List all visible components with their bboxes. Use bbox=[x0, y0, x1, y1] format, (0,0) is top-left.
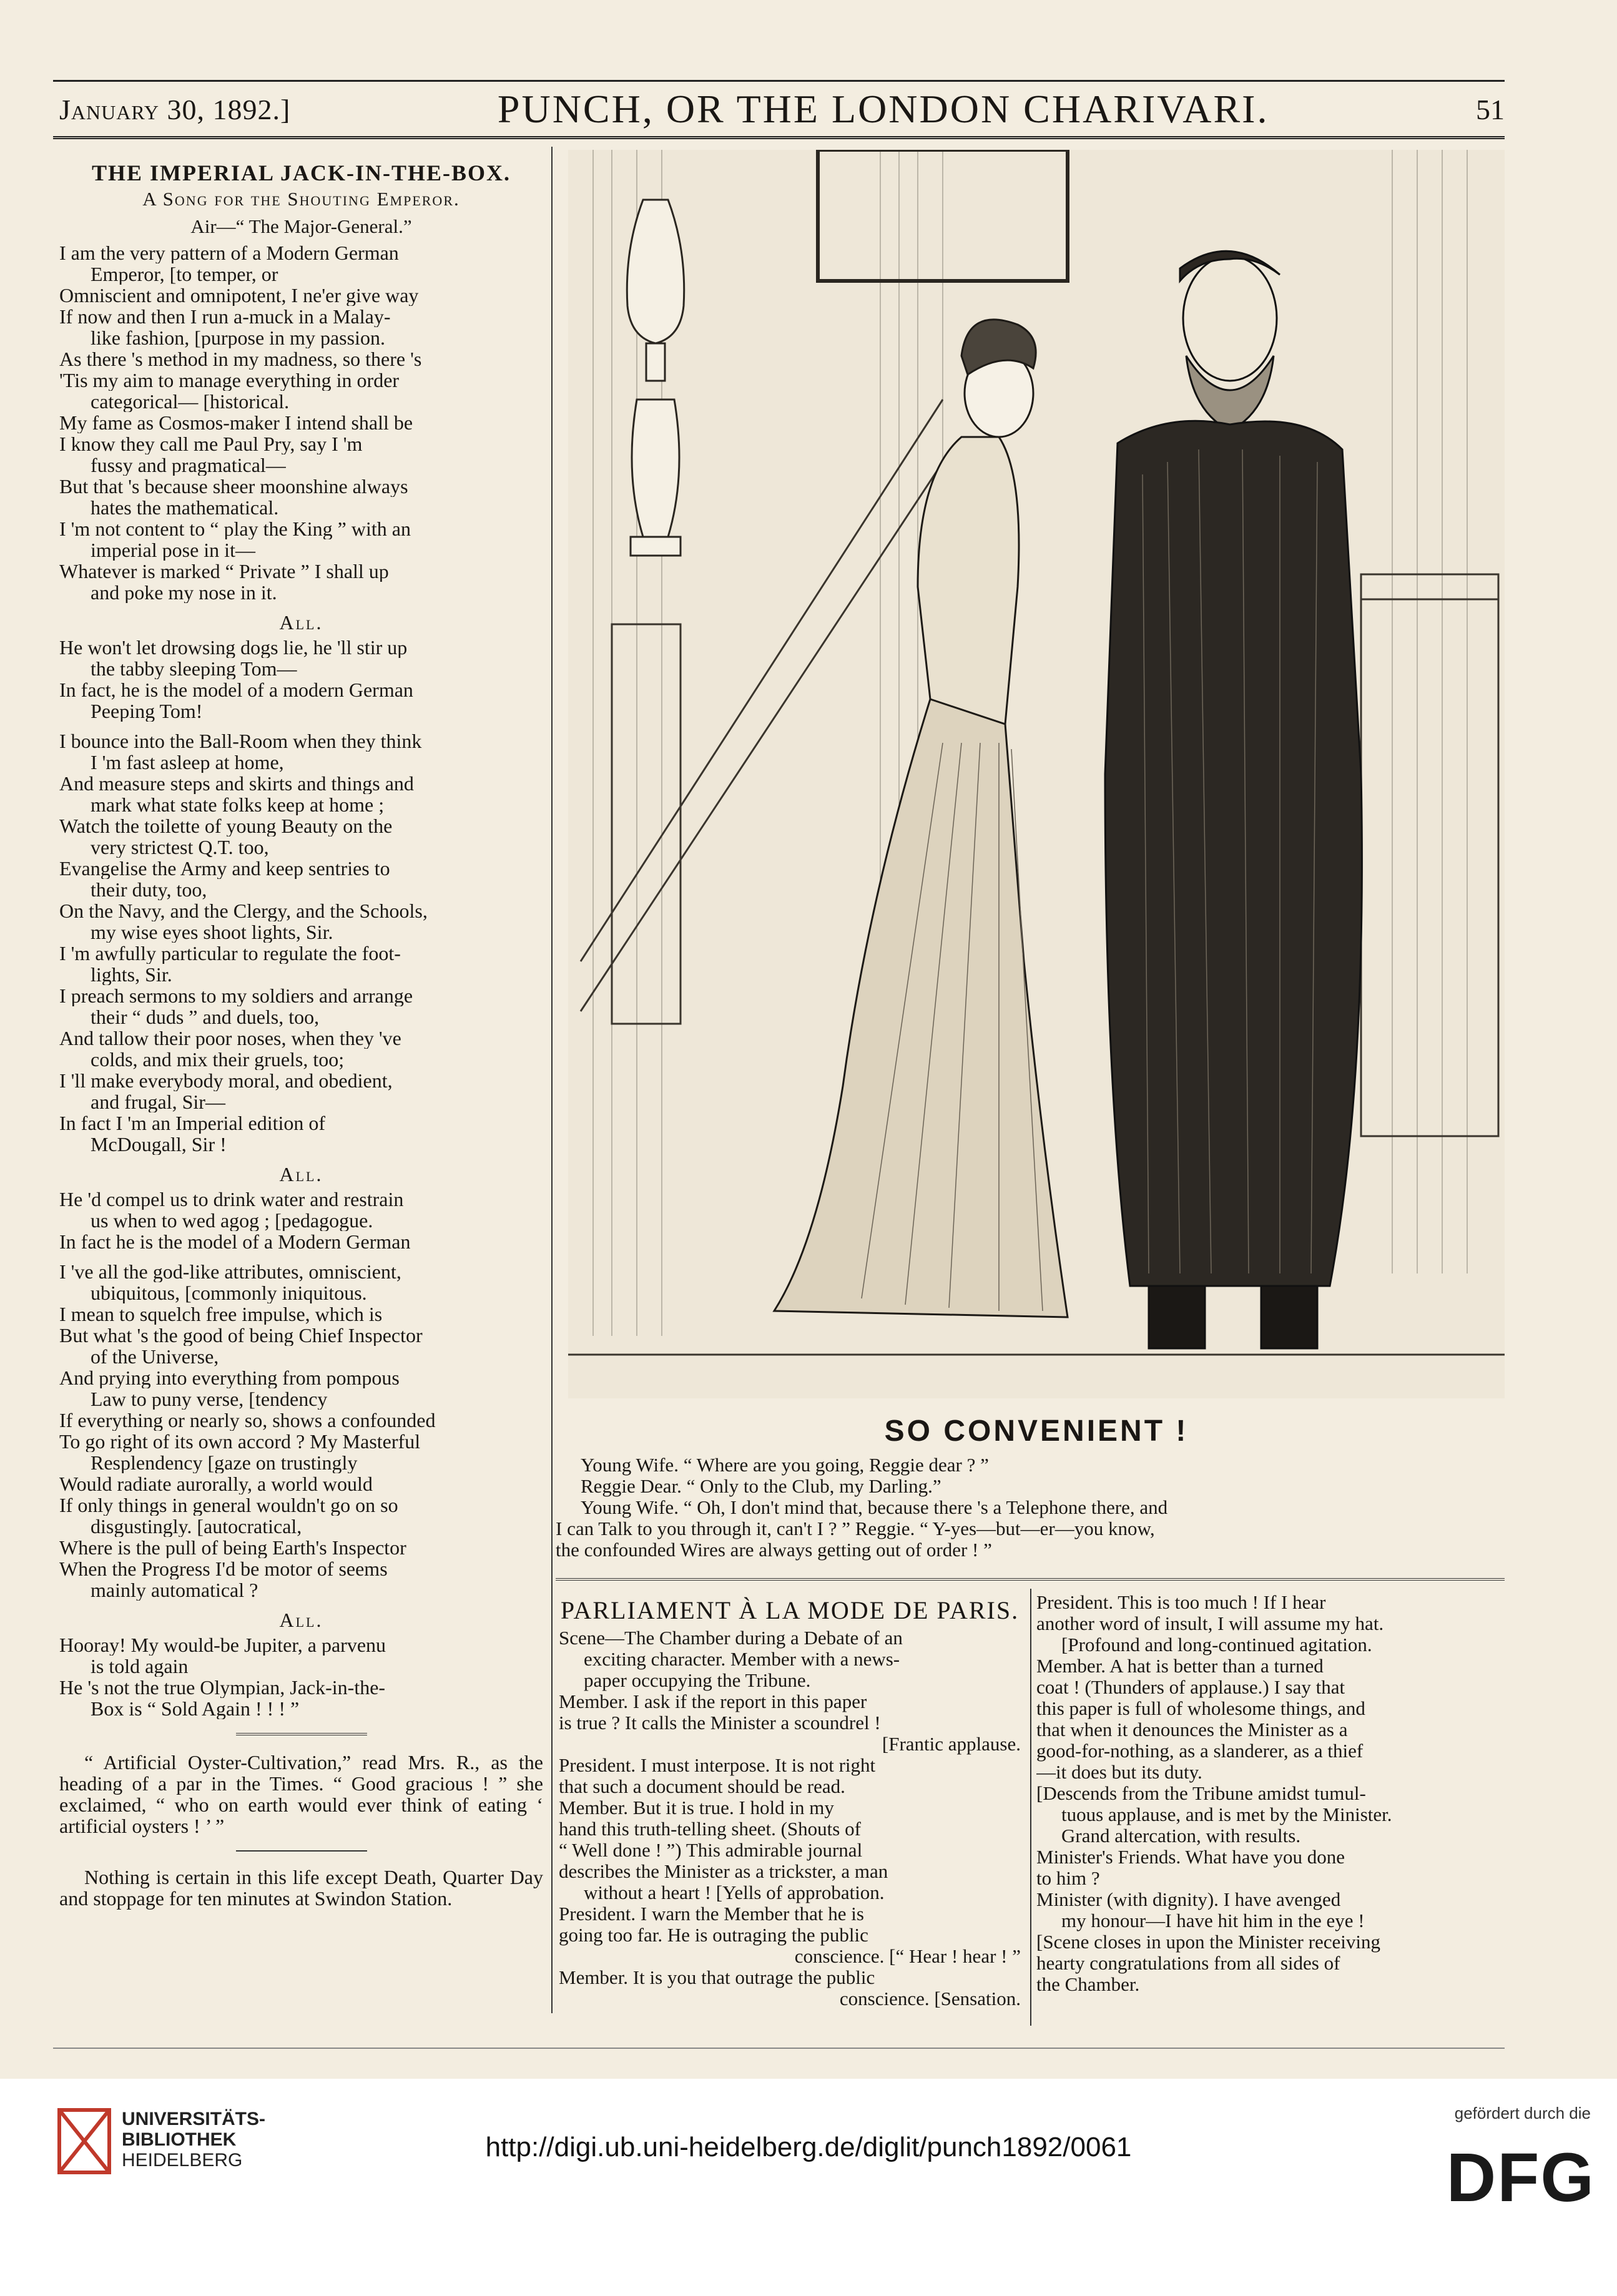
verse-line: Resplendency [gaze on trustingly bbox=[91, 1452, 358, 1473]
poem-stanza bbox=[59, 1261, 543, 1601]
uni-line: BIBLIOTHEK bbox=[122, 2129, 237, 2150]
chorus-label: All. bbox=[279, 611, 323, 634]
verse-line: I preach sermons to my soldiers and arrange bbox=[59, 985, 413, 1006]
verse-line: Law to puny verse, [tendency bbox=[91, 1388, 328, 1410]
page-bottom-rule bbox=[53, 2048, 1505, 2049]
parliament-line: Member. It is you that outrage the public bbox=[559, 1967, 875, 1988]
verse-line: Evangelise the Army and keep sentries to bbox=[59, 858, 390, 879]
source-url-link[interactable]: http://digi.ub.uni-heidelberg.de/diglit/punch1892/0061 bbox=[485, 2132, 1132, 2162]
dfg-logo: DFG bbox=[1446, 2139, 1595, 2216]
verse-line: In fact, he is the model of a modern German bbox=[59, 679, 413, 700]
header-page-number: 51 bbox=[1475, 93, 1505, 125]
verse-line: Whatever is marked “ Private ” I shall up bbox=[59, 561, 389, 582]
section-rule bbox=[236, 1733, 367, 1735]
caption-line: the confounded Wires are always getting out of order ! ” bbox=[556, 1539, 992, 1561]
cartoon-illustration bbox=[568, 150, 1505, 1398]
parliament-line: exciting character. Member with a news- bbox=[584, 1649, 900, 1670]
verse-line: is told again bbox=[91, 1656, 189, 1677]
parliament-line: going too far. He is outraging the public bbox=[559, 1925, 868, 1946]
poem-chorus bbox=[59, 1634, 543, 1719]
verse-line: If only things in general wouldn't go on so bbox=[59, 1494, 398, 1516]
verse-line: Hooray! My would-be Jupiter, a parvenu bbox=[59, 1634, 386, 1656]
poem-column bbox=[59, 156, 543, 2016]
verse-line: Where is the pull of being Earth's Inspector bbox=[59, 1537, 406, 1558]
verse-line: And tallow their poor noses, when they 've bbox=[59, 1028, 401, 1049]
verse-line: And measure steps and skirts and things and bbox=[59, 773, 414, 794]
verse-line: And prying into everything from pompous bbox=[59, 1367, 400, 1388]
parliament-line: “ Well done ! ”) This admirable journal bbox=[559, 1840, 863, 1861]
verse-line: He 's not the true Olympian, Jack-in-the- bbox=[59, 1677, 386, 1698]
parliament-line: that such a document should be read. bbox=[559, 1776, 845, 1797]
caption-rule bbox=[556, 1578, 1505, 1581]
verse-line: I know they call me Paul Pry, say I 'm bbox=[59, 433, 363, 454]
verse-line: Box is “ Sold Again ! ! ! ” bbox=[91, 1698, 300, 1719]
verse-line: like fashion, [purpose in my passion. bbox=[91, 327, 385, 348]
verse-line: But that 's because sheer moonshine always bbox=[59, 476, 408, 497]
header-title: PUNCH, OR THE LONDON CHARIVARI. bbox=[497, 87, 1269, 131]
verse-line: If everything or nearly so, shows a confounded bbox=[59, 1410, 436, 1431]
verse-line: I 'll make everybody moral, and obedient, bbox=[59, 1070, 393, 1091]
verse-line: I 'm awfully particular to regulate the foot- bbox=[59, 943, 401, 964]
verse-line: But what 's the good of being Chief Inspector bbox=[59, 1325, 423, 1346]
header-double-rule bbox=[53, 136, 1505, 139]
parliament-line: good-for-nothing, as a slanderer, as a thief bbox=[1036, 1740, 1364, 1762]
verse-line: and frugal, Sir— bbox=[91, 1091, 225, 1112]
parliament-line: to him ? bbox=[1036, 1868, 1100, 1889]
parliament-line: [Frantic applause. bbox=[882, 1734, 1021, 1755]
parliament-line: [Scene closes in upon the Minister receiving bbox=[1036, 1931, 1380, 1953]
verse-line: He 'd compel us to drink water and restrain bbox=[59, 1189, 404, 1210]
parliament-column-2 bbox=[1036, 1592, 1505, 1995]
parliament-line: —it does but its duty. bbox=[1036, 1762, 1202, 1783]
verse-line: On the Navy, and the Clergy, and the Schools, bbox=[59, 900, 428, 921]
caption-line: Young Wife. “ Where are you going, Reggie dear ? ” bbox=[581, 1454, 989, 1476]
verse-line: I 'm fast asleep at home, bbox=[91, 752, 284, 773]
verse-line: mark what state folks keep at home ; bbox=[91, 794, 385, 815]
parliament-line: without a heart ! [Yells of approbation. bbox=[584, 1882, 885, 1903]
verse-line: hates the mathematical. bbox=[91, 497, 279, 518]
verse-line: disgustingly. [autocratical, bbox=[91, 1516, 302, 1537]
uni-line: UNIVERSITÄTS- bbox=[122, 2109, 266, 2129]
parliament-line: is true ? It calls the Minister a scoundrel ! bbox=[559, 1712, 881, 1734]
parliament-text bbox=[559, 1627, 1021, 2009]
cartoon-caption bbox=[556, 1455, 1508, 1561]
verse-line: Omniscient and omnipotent, I ne'er give way bbox=[59, 285, 419, 306]
verse-line: us when to wed agog ; [pedagogue. bbox=[91, 1210, 373, 1231]
header-date: January 30, 1892.] bbox=[59, 93, 291, 125]
funded-by-label: gefördert durch die bbox=[1454, 2104, 1591, 2122]
verse-line: Watch the toilette of young Beauty on the bbox=[59, 815, 393, 836]
verse-line: ubiquitous, [commonly iniquitous. bbox=[91, 1282, 367, 1303]
parliament-line: President. I warn the Member that he is bbox=[559, 1903, 864, 1925]
poem-air: Air—“ The Major-General.” bbox=[190, 215, 412, 237]
poem-stanza bbox=[59, 242, 543, 603]
section-rule bbox=[236, 1850, 367, 1852]
parliament-line: Minister's Friends. What have you done bbox=[1036, 1847, 1345, 1868]
verse-line: categorical— [historical. bbox=[91, 391, 290, 412]
verse-line: I 'm not content to “ play the King ” with an bbox=[59, 518, 411, 539]
parliament-line: paper occupying the Tribune. bbox=[584, 1670, 811, 1691]
cartoon-title: SO CONVENIENT ! bbox=[884, 1415, 1189, 1448]
parliament-title: PARLIAMENT À LA MODE DE PARIS. bbox=[560, 1596, 1020, 1624]
verse-line: lights, Sir. bbox=[91, 964, 172, 985]
verse-line: Emperor, [to temper, or bbox=[91, 263, 278, 285]
parliament-line: describes the Minister as a trickster, a man bbox=[559, 1861, 888, 1882]
verse-line: mainly automatical ? bbox=[91, 1579, 258, 1601]
parliament-line: another word of insult, I will assume my hat. bbox=[1036, 1613, 1384, 1634]
parliament-line: Scene—The Chamber during a Debate of an bbox=[559, 1627, 903, 1649]
digitization-footer bbox=[0, 2079, 1617, 2296]
parliament-line: my honour—I have hit him in the eye ! bbox=[1061, 1910, 1365, 1931]
poem-title: THE IMPERIAL JACK-IN-THE-BOX. bbox=[91, 160, 511, 185]
verse-line: the tabby sleeping Tom— bbox=[91, 658, 297, 679]
verse-line: I am the very pattern of a Modern German bbox=[59, 242, 399, 263]
verse-line: When the Progress I'd be motor of seems bbox=[59, 1558, 388, 1579]
column-divider bbox=[1030, 1589, 1031, 2026]
verse-line: He won't let drowsing dogs lie, he 'll stir up bbox=[59, 637, 408, 658]
parliament-line: conscience. [Sensation. bbox=[839, 1988, 1021, 2009]
parliament-line: that when it denounces the Minister as a bbox=[1036, 1719, 1348, 1740]
parliament-line: hearty congratulations from all sides of bbox=[1036, 1953, 1340, 1974]
verse-line: I 've all the god-like attributes, omniscient, bbox=[59, 1261, 401, 1282]
parliament-line: President. This is too much ! If I hear bbox=[1036, 1592, 1326, 1613]
verse-line: their “ duds ” and duels, too, bbox=[91, 1006, 320, 1028]
page-header bbox=[59, 84, 1505, 134]
verse-line: imperial pose in it— bbox=[91, 539, 255, 561]
verse-line: and poke my nose in it. bbox=[91, 582, 277, 603]
parliament-text bbox=[1036, 1592, 1505, 1995]
verse-line: their duty, too, bbox=[91, 879, 207, 900]
parliament-line: conscience. [“ Hear ! hear ! ” bbox=[794, 1946, 1021, 1967]
verse-line: my wise eyes shoot lights, Sir. bbox=[91, 921, 333, 943]
verse-line: My fame as Cosmos-maker I intend shall be bbox=[59, 412, 413, 433]
header-rule bbox=[53, 80, 1505, 82]
parliament-line: [Profound and long-continued agitation. bbox=[1061, 1634, 1372, 1656]
verse-line: Peeping Tom! bbox=[91, 700, 203, 722]
caption-line: Reggie Dear. “ Only to the Club, my Darling.” bbox=[581, 1475, 941, 1497]
parliament-line: tuous applause, and is met by the Minister. bbox=[1061, 1804, 1392, 1825]
column-divider bbox=[551, 147, 553, 2013]
parliament-line: President. I must interpose. It is not right bbox=[559, 1755, 876, 1776]
parliament-line: coat ! (Thunders of applause.) I say that bbox=[1036, 1677, 1345, 1698]
poem-chorus bbox=[59, 637, 543, 722]
poem-chorus bbox=[59, 1189, 543, 1252]
verse-line: In fact he is the model of a Modern German bbox=[59, 1231, 411, 1252]
chorus-label: All. bbox=[279, 1609, 323, 1631]
caption-line: Young Wife. “ Oh, I don't mind that, because there 's a Telephone there, and bbox=[581, 1496, 1168, 1518]
parliament-line: hand this truth-telling sheet. (Shouts of bbox=[559, 1818, 861, 1840]
verse-line: of the Universe, bbox=[91, 1346, 219, 1367]
parliament-line: Member. I ask if the report in this paper bbox=[559, 1691, 867, 1712]
verse-line: As there 's method in my madness, so there 's bbox=[59, 348, 422, 370]
verse-line: In fact I 'm an Imperial edition of bbox=[59, 1112, 326, 1134]
parliament-line: Member. A hat is better than a turned bbox=[1036, 1656, 1324, 1677]
parliament-line: this paper is full of wholesome things, and bbox=[1036, 1698, 1365, 1719]
verse-line: 'Tis my aim to manage everything in order bbox=[59, 370, 400, 391]
parliament-line: [Descends from the Tribune amidst tumul- bbox=[1036, 1783, 1366, 1804]
verse-line: colds, and mix their gruels, too; bbox=[91, 1049, 345, 1070]
parliament-line: Minister (with dignity). I have avenged bbox=[1036, 1889, 1341, 1910]
oyster-paragraph: “ Artificial Oyster-Cultivation,” read Mrs. R., as the heading of a par in the Times. “ Good gracious ! ” she exclaimed, “ who on earth would ever think of eating ‘ artificial oysters ! ’ ” bbox=[59, 1751, 543, 1837]
parliament-line: Member. But it is true. I hold in my bbox=[559, 1797, 834, 1818]
verse-line: If now and then I run a-muck in a Malay- bbox=[59, 306, 391, 327]
verse-line: McDougall, Sir ! bbox=[91, 1134, 227, 1155]
parliament-column-1 bbox=[559, 1595, 1021, 2009]
parliament-line: the Chamber. bbox=[1036, 1974, 1140, 1995]
verse-line: I mean to squelch free impulse, which is bbox=[59, 1303, 383, 1325]
verse-line: To go right of its own accord ? My Masterful bbox=[59, 1431, 421, 1452]
verse-line: Would radiate aurorally, a world would bbox=[59, 1473, 373, 1494]
nothing-paragraph: Nothing is certain in this life except Death, Quarter Day and stoppage for ten minutes at Swindon Station. bbox=[59, 1866, 543, 1910]
poem-subtitle: A Song for the Shouting Emperor. bbox=[142, 188, 460, 210]
uni-line: HEIDELBERG bbox=[122, 2150, 243, 2171]
verse-line: very strictest Q.T. too, bbox=[91, 836, 269, 858]
poem-stanza bbox=[59, 730, 543, 1155]
caption-line: I can Talk to you through it, can't I ? ” Reggie. “ Y-yes—but—er—you know, bbox=[556, 1518, 1155, 1539]
parliament-line: Grand altercation, with results. bbox=[1061, 1825, 1301, 1847]
verse-line: fussy and pragmatical— bbox=[91, 454, 286, 476]
chorus-label: All. bbox=[279, 1163, 323, 1185]
verse-line: I bounce into the Ball-Room when they think bbox=[59, 730, 422, 752]
